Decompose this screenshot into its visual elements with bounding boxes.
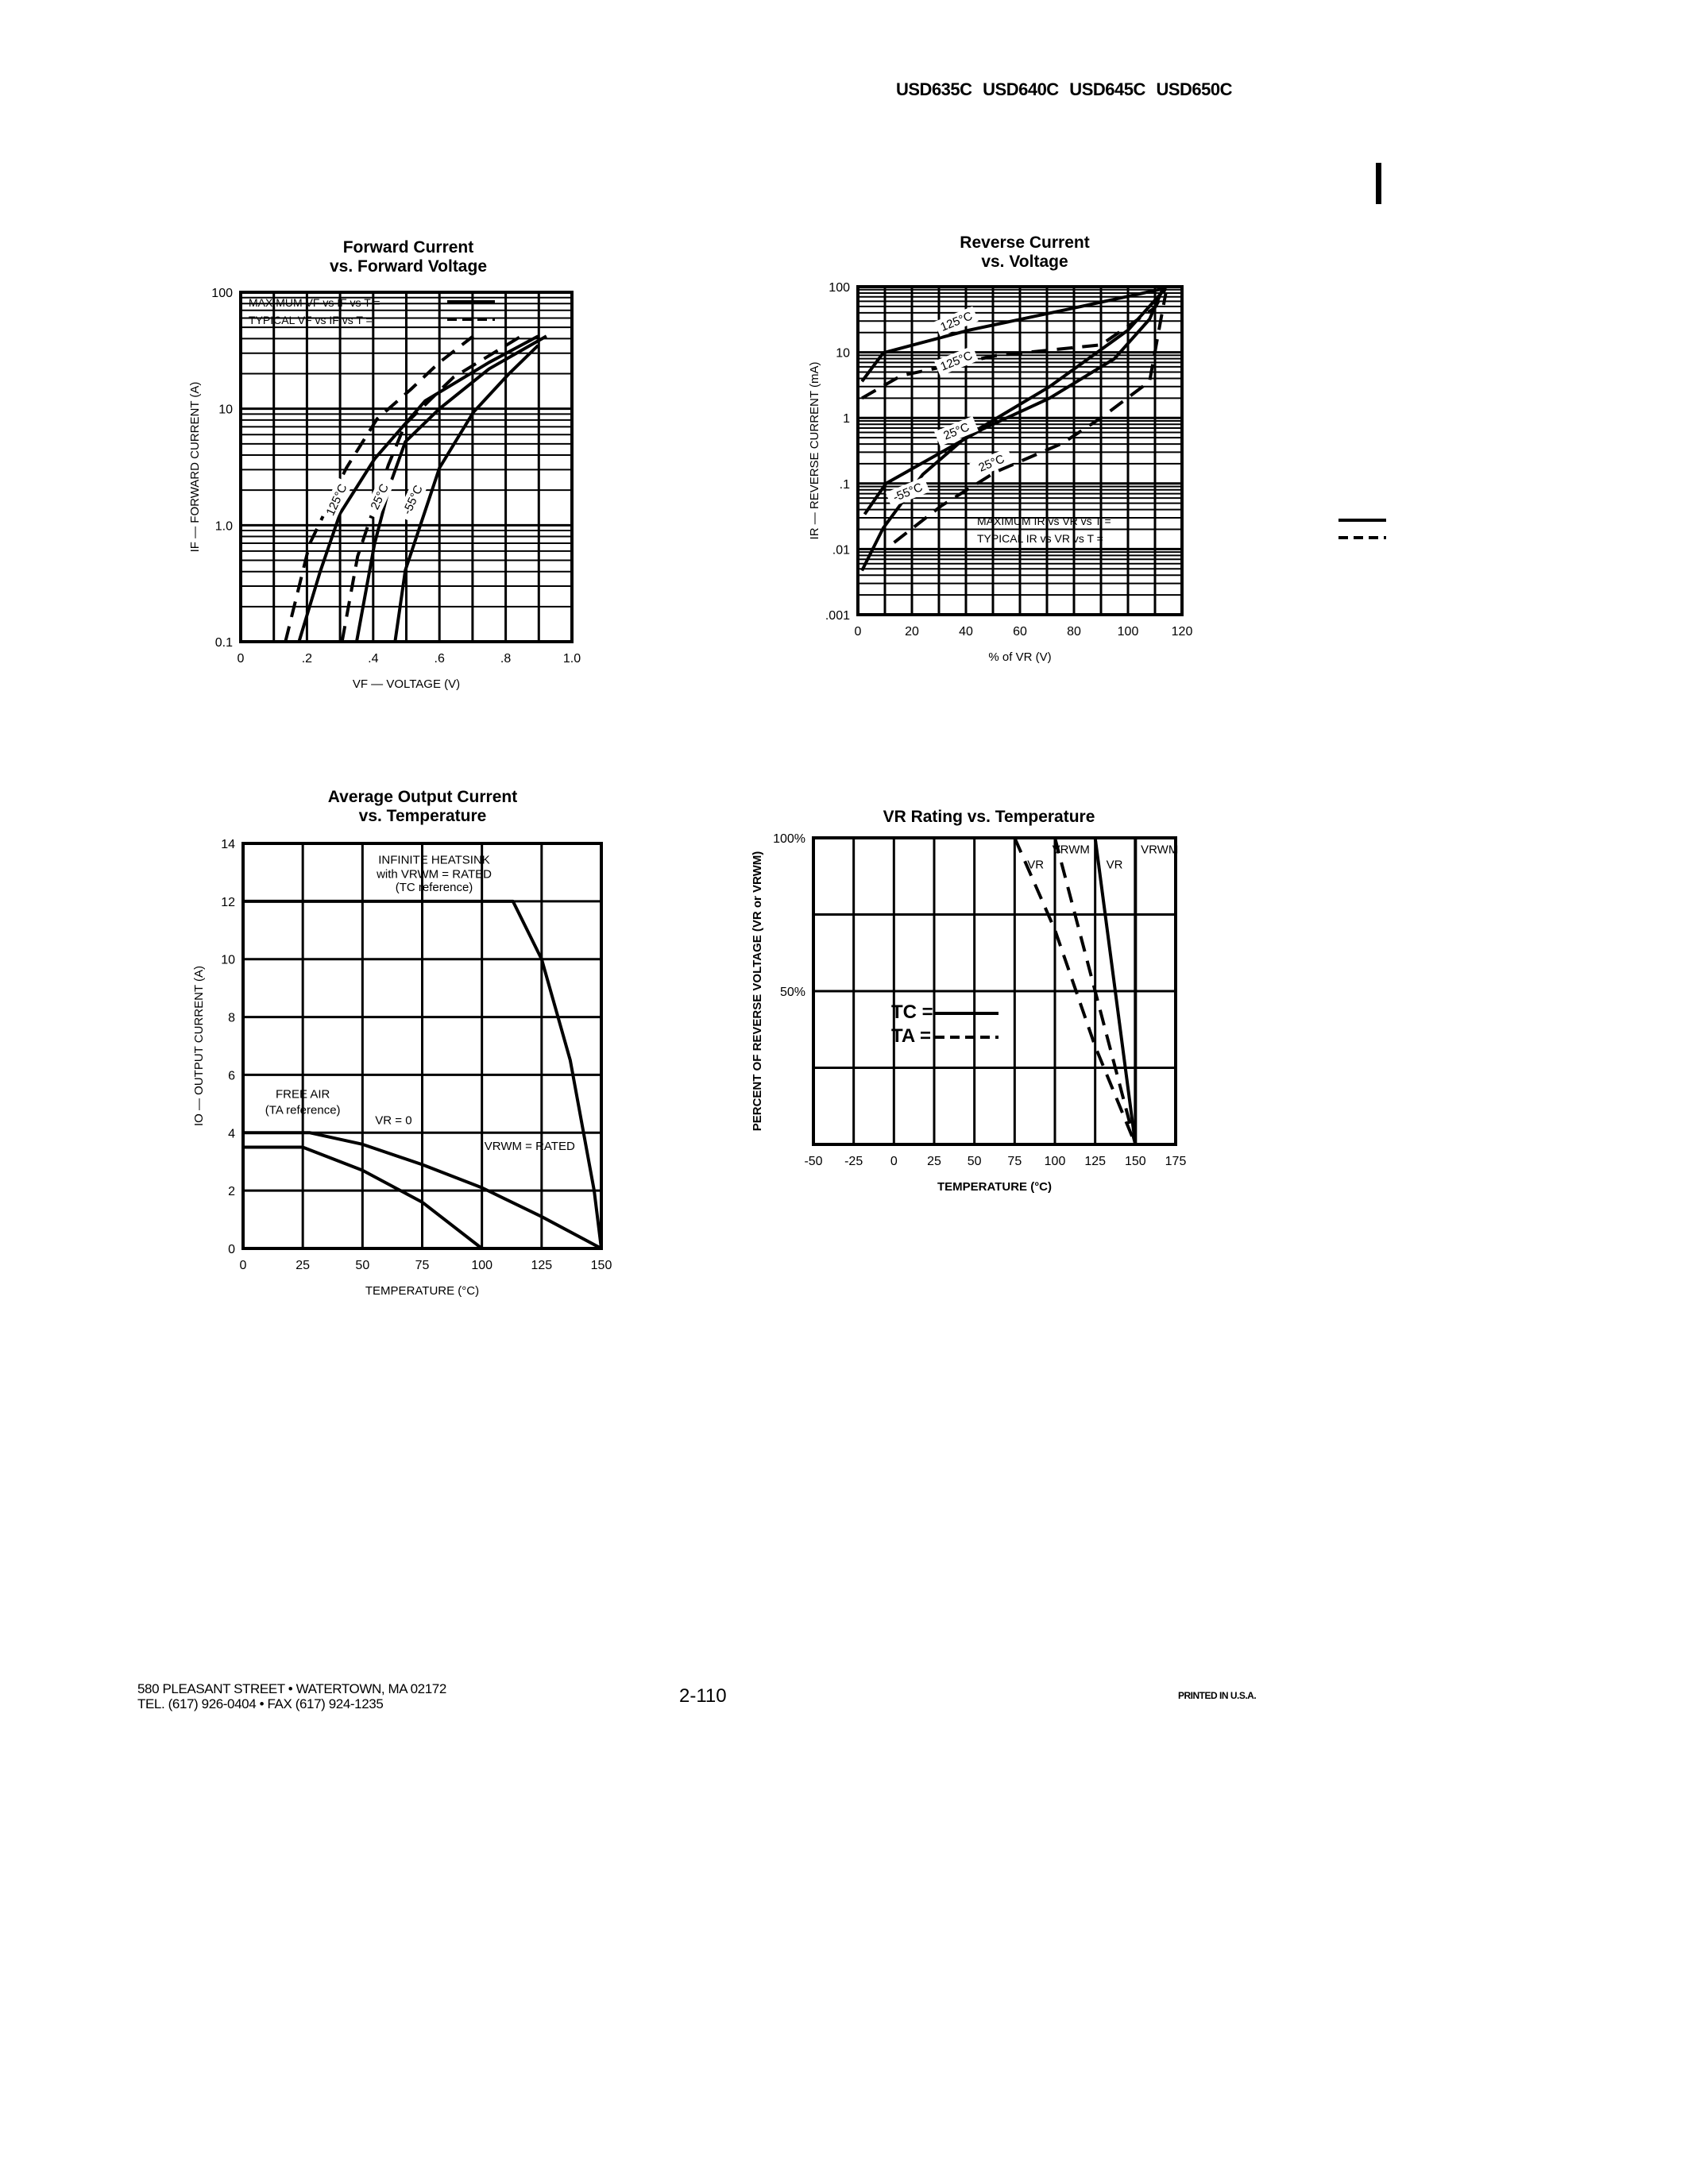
x-tick-label: 100	[1044, 1155, 1066, 1168]
y-tick-label: 12	[221, 895, 235, 909]
annotation-label: -55°C	[890, 480, 925, 505]
x-tick-label: 150	[1124, 1155, 1146, 1168]
chart-title: Forward Current	[342, 238, 474, 257]
x-tick-label: 75	[415, 1259, 430, 1272]
annotation-label: (TA reference)	[265, 1103, 341, 1117]
legend-label: TC =	[891, 1001, 933, 1023]
annotation-label: 25°C	[368, 481, 392, 512]
x-tick-label: 125	[531, 1259, 553, 1272]
footer-address-line2: TEL. (617) 926-0404 • FAX (617) 924-1235	[137, 1696, 384, 1711]
y-axis-label: IF — FORWARD CURRENT (A)	[188, 381, 202, 553]
y-tick-label: 14	[221, 838, 235, 851]
chart-1	[188, 238, 581, 691]
annotation-label: VR = 0	[375, 1113, 412, 1128]
grid	[243, 843, 601, 1248]
x-tick-label: 150	[590, 1259, 612, 1272]
annotation-label: 125°C	[938, 349, 975, 374]
annotation-label: VR	[1106, 858, 1123, 872]
y-tick-label: 0.1	[214, 636, 233, 650]
x-tick-label: .8	[500, 652, 512, 666]
y-axis-label: PERCENT OF REVERSE VOLTAGE (VR or VRWM)	[751, 851, 764, 1132]
y-tick-label: 0	[228, 1243, 235, 1256]
x-axis-label: TEMPERATURE (°C)	[365, 1284, 480, 1298]
annotation-label: -55°C	[400, 483, 426, 517]
legend-label: MAXIMUM IR vs VR vs T =	[977, 515, 1111, 527]
legend-label: TYPICAL VF vs IF vs T =	[249, 314, 373, 326]
x-tick-label: .6	[434, 652, 445, 666]
chart-title: vs. Temperature	[358, 807, 487, 825]
y-tick-label: 6	[228, 1069, 235, 1083]
annotation-label: INFINITE HEATSINK	[378, 853, 490, 867]
series-line	[862, 288, 1166, 398]
x-tick-label: 120	[1171, 625, 1193, 639]
annotation-label: (TC reference)	[395, 881, 473, 895]
x-axis-label: TEMPERATURE (°C)	[937, 1180, 1053, 1194]
annotation-label: with VRWM = RATED	[377, 867, 492, 882]
x-tick-label: 75	[1007, 1155, 1022, 1168]
annotation-label: 25°C	[976, 452, 1007, 475]
footer-address	[137, 1681, 446, 1711]
y-tick-label: .001	[825, 609, 850, 623]
y-tick-label: 4	[228, 1127, 235, 1141]
annotation-label: 125°C	[323, 481, 350, 519]
x-tick-label: 25	[295, 1259, 311, 1272]
y-tick-label: 100%	[773, 832, 805, 846]
y-tick-label: 1.0	[214, 519, 233, 534]
annotation-label: VR	[1027, 858, 1045, 872]
x-axis-label: VF — VOLTAGE (V)	[352, 677, 461, 691]
page-number: 2-110	[679, 1685, 727, 1707]
x-tick-label: -25	[844, 1155, 863, 1168]
x-tick-label: 0	[237, 652, 245, 666]
y-axis-label: IO — OUTPUT CURRENT (A)	[192, 966, 206, 1126]
x-tick-label: 0	[890, 1155, 898, 1168]
legend-label: MAXIMUM VF vs IF vs T =	[249, 296, 380, 309]
x-tick-label: 125	[1084, 1155, 1107, 1168]
y-tick-label: 10	[221, 953, 235, 967]
legend-label: TA =	[891, 1025, 932, 1047]
x-tick-label: 100	[1117, 625, 1139, 639]
annotation-label: 25°C	[941, 420, 971, 443]
x-tick-label: 25	[927, 1155, 941, 1168]
y-tick-label: 100	[211, 287, 233, 300]
series-line	[862, 288, 1166, 571]
x-tick-label: 80	[1067, 625, 1081, 639]
annotation-label: FREE AIR	[275, 1087, 330, 1102]
y-tick-label: 2	[228, 1185, 235, 1199]
x-tick-label: 40	[959, 625, 973, 639]
x-tick-label: -50	[804, 1155, 823, 1168]
x-tick-label: 175	[1165, 1155, 1187, 1168]
x-tick-label: 20	[905, 625, 919, 639]
chart-title: vs. Voltage	[981, 253, 1068, 271]
chart-title: Reverse Current	[960, 233, 1090, 252]
x-tick-label: 60	[1013, 625, 1027, 639]
x-tick-label: .2	[301, 652, 313, 666]
y-tick-label: .01	[832, 543, 850, 558]
x-tick-label: 0	[854, 625, 862, 639]
chart-4	[751, 808, 1186, 1194]
y-tick-label: 100	[829, 281, 850, 295]
part-numbers-header: USD635C USD640C USD645C USD650C	[896, 79, 1233, 99]
chart-2	[808, 233, 1386, 664]
x-tick-label: .4	[368, 652, 379, 666]
grid	[813, 838, 1179, 1144]
annotation-label: VRWM	[1052, 843, 1090, 857]
x-tick-label: 0	[239, 1259, 247, 1272]
x-tick-label: 50	[967, 1155, 982, 1168]
y-tick-label: .1	[839, 477, 850, 492]
y-tick-label: 10	[218, 403, 233, 417]
y-tick-label: 8	[228, 1011, 235, 1025]
y-tick-label: 50%	[779, 986, 805, 999]
x-tick-label: 1.0	[562, 652, 581, 666]
printed-in-usa: PRINTED IN U.S.A.	[1178, 1690, 1257, 1701]
chart-title: VR Rating vs. Temperature	[883, 808, 1095, 826]
annotation-label: VRWM	[1141, 843, 1179, 857]
y-tick-label: 1	[843, 412, 850, 426]
y-tick-label: 10	[836, 346, 850, 361]
x-tick-label: 50	[355, 1259, 370, 1272]
annotation-label: VRWM = RATED	[484, 1140, 575, 1154]
chart-title: Average Output Current	[327, 788, 518, 806]
chart-title: vs. Forward Voltage	[330, 257, 487, 276]
x-tick-label: 100	[471, 1259, 493, 1272]
legend-label: TYPICAL IR vs VR vs T =	[977, 532, 1103, 545]
chart-3	[192, 788, 612, 1298]
annotation-label: 125°C	[938, 309, 975, 334]
footer-address-line1: 580 PLEASANT STREET • WATERTOWN, MA 02172	[137, 1681, 446, 1696]
y-axis-label: IR — REVERSE CURRENT (mA)	[808, 361, 821, 540]
x-axis-label: % of VR (V)	[988, 650, 1052, 664]
